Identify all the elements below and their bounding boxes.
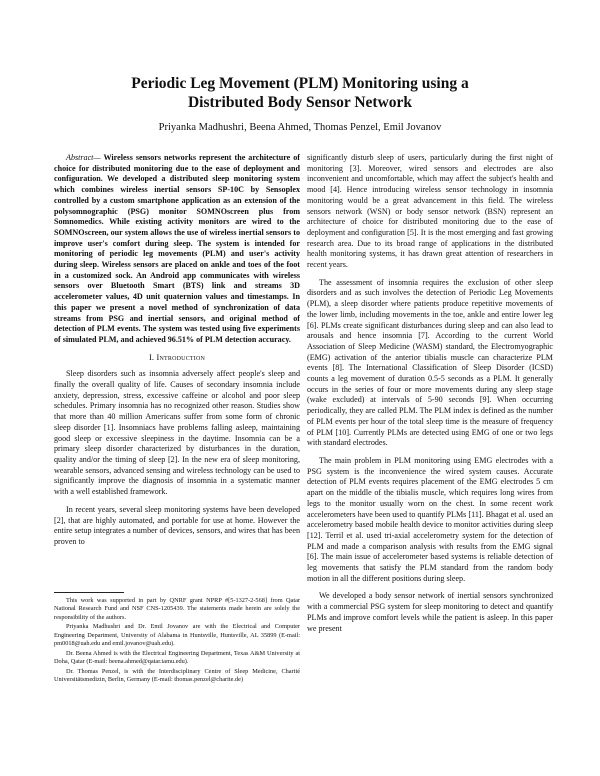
paper-title [60,74,540,112]
right-paragraph: We developed a body sensor network of inertial sensors synchronized with a commercial PSG system for sleep monitoring to detect and quantify PLMs and improve comfort levels while the patient is asleep. In this paper we present [307,591,553,633]
footnotes [54,586,300,686]
left-paragraph: In recent years, several sleep monitoring systems have been developed [2], that are highly automated, and portable for use at home. However the entire setup integrates a number of devices, sensors, and wires that has been proven to [54,504,300,546]
footnote: Priyanka Madhushri and Dr. Emil Jovanov are with the Electrical and Computer Engineering Department, University of Alabama in Huntsville, Huntsville, AL 35899 (E-mail: pm0018@uah.edu and emil.jovanov@uah.edu). [54,623,300,647]
title-line-2: Distributed Body Sensor Network [187,94,413,111]
right-paragraph: significantly disturb sleep of users, particularly during the first night of monitoring [3]. Moreover, wired sensors and electrodes are also inconvenient and uncomfortable, which may affect the subject's health and mood [4]. Hence introducing wireless sensor technology in insomnia monitoring would be a great advancement in this field. The wireless sensors network (WSN) or body sensor network (BSN) represent an architecture of choice for distributed monitoring due to the ease of deployment and configuration [5]. It is the most emerging and fast growing research area. Due to its broad range of applications in the distributed health monitoring systems, it has drawn great attention of researchers in recent years. [307,153,553,270]
footnote-divider [54,592,124,593]
section-heading [54,353,300,364]
left-column [54,153,300,555]
title-line-1: Periodic Leg Movement (PLM) Monitoring using a [131,75,469,92]
left-paragraph: Sleep disorders such as insomnia adversely affect people's sleep and finally the overall quality of life. Causes of secondary insomnia include anxiety, depression, stress, excessive caffeine or alcohol and poor sleep schedules. Primary insomnia has no recognized other reason. Studies show that more than 40 million Americans suffer from some form of chronic sleep disorder [1]. Insomniacs have problems falling asleep, maintaining good sleep or excessive sleepiness in the daytime. Insomnia can be a primary sleep disorder characterized by disturbances in the duration, quality and/or the timing of sleep [2]. In the new era of sleep monitoring, wearable sensors, advanced sensing and wireless technology can be used to significantly improve the diagnosis of insomnia in a systematic manner with a well established framework. [54,369,300,497]
right-paragraph: The assessment of insomnia requires the exclusion of other sleep disorders and as such involves the detection of Periodic Leg Movements (PLM), a sleep disorder where patients produce repetitive movements of the lower limb, including movements in the toe, ankle and entire lower leg [6]. PLMs create significant disturbances during sleep and can also lead to arousals and hence insomnia [7]. According to the current World Association of Sleep Medicine (WASM) standard, the Electromyographic (EMG) activation of the anterior tibialis muscle can characterize PLM events [8]. The International Classification of Sleep Disorder (ICSD) counts a leg movement of duration 0.5-5 seconds as a PLM. It generally occurs in the series of four or more movements during any sleep stage (wake excluded) at intervals of 5-90 seconds [9]. When occurring periodically, they are called PLM. The PLM index is defined as the number of PLM events per hour of the total sleep time is the measure of frequency of PLM [10]. Currently PLMs are detected using EMG of one or two legs with standard electrodes. [307,277,553,448]
abstract [54,153,300,346]
abstract-lead: Abstract— [66,153,101,162]
footnote: This work was supported in part by QNRF grant NPRP #[5-1327-2-568] from Qatar National Research Fund and NSF CNS-1205439. The statements made herein are solely the responsibility of the authors. [54,597,300,621]
right-paragraph: The main problem in PLM monitoring using EMG electrodes with a PSG system is the inconvenience the wired system causes. Accurate detection of PLM events requires placement of the EMG electrodes 5 cm apart on the middle of the tibialis muscle, which requires long wires from legs to the monitor usually worn on the chest. In some recent work accelerometers have been used to quantify PLMs [11]. Bhagat et al. used an accelerometry based mobile health device to monitor activities during sleep [12]. Terril et al. used tri-axial accelerometry system for the detection of PLM and made a comparison analysis with results from the EMG signal [6]. The main issue of accelerometer based systems is reliable detection of leg movements that satisfy the PLM standard from the random body motion in all the different positions during sleep. [307,455,553,583]
section-number: I. [148,352,157,362]
right-column [307,153,553,641]
footnote: Dr. Beena Ahmed is with the Electrical Engineering Department, Texas A&M University at Doha, Qatar (E-mail: beena.ahmed@qatar.tamu.edu). [54,649,300,666]
footnote: Dr. Thomas Penzel, is with the Interdisciplinary Centre of Sleep Medicine, Charité Universitätsmedizin, Berlin, Germany (E-mail: thomas.penzel@charite.de) [54,667,300,684]
section-title: Introduction [156,352,206,362]
abstract-body: Wireless sensors networks represent the architecture of choice for distributed monitoring due to the ease of deployment and configuration. We developed a distributed sleep monitoring system which combines wireless inertial sensors SP-10C by Sensoplex controlled by a custom smartphone application as an extension of the polysomnographic (PSG) monitor SOMNOscreen plus from Somnomedics. While existing activity monitors are wired to the SOMNOscreen, our system allows the use of wireless inertial sensors to improve user's comfort during sleep. The system is intended for monitoring of periodic leg movements (PLM) and user's activity during sleep. Wireless sensors are placed on ankle and toes of the foot in a customized sock. An Android app communicates with wireless sensors over Bluetooth Smart (BTS) link and streams 3D accelerometer values, 4D unit quaternion values and timestamps. In this paper we present a novel method of synchronization of data streams from PSG and inertial sensors, and original method of detection of PLM events. The system was tested using five experiments of simulated PLM, and achieved 96.51% of PLM detection accuracy. [54,153,300,344]
author-list: Priyanka Madhushri, Beena Ahmed, Thomas Penzel, Emil Jovanov [158,122,442,133]
